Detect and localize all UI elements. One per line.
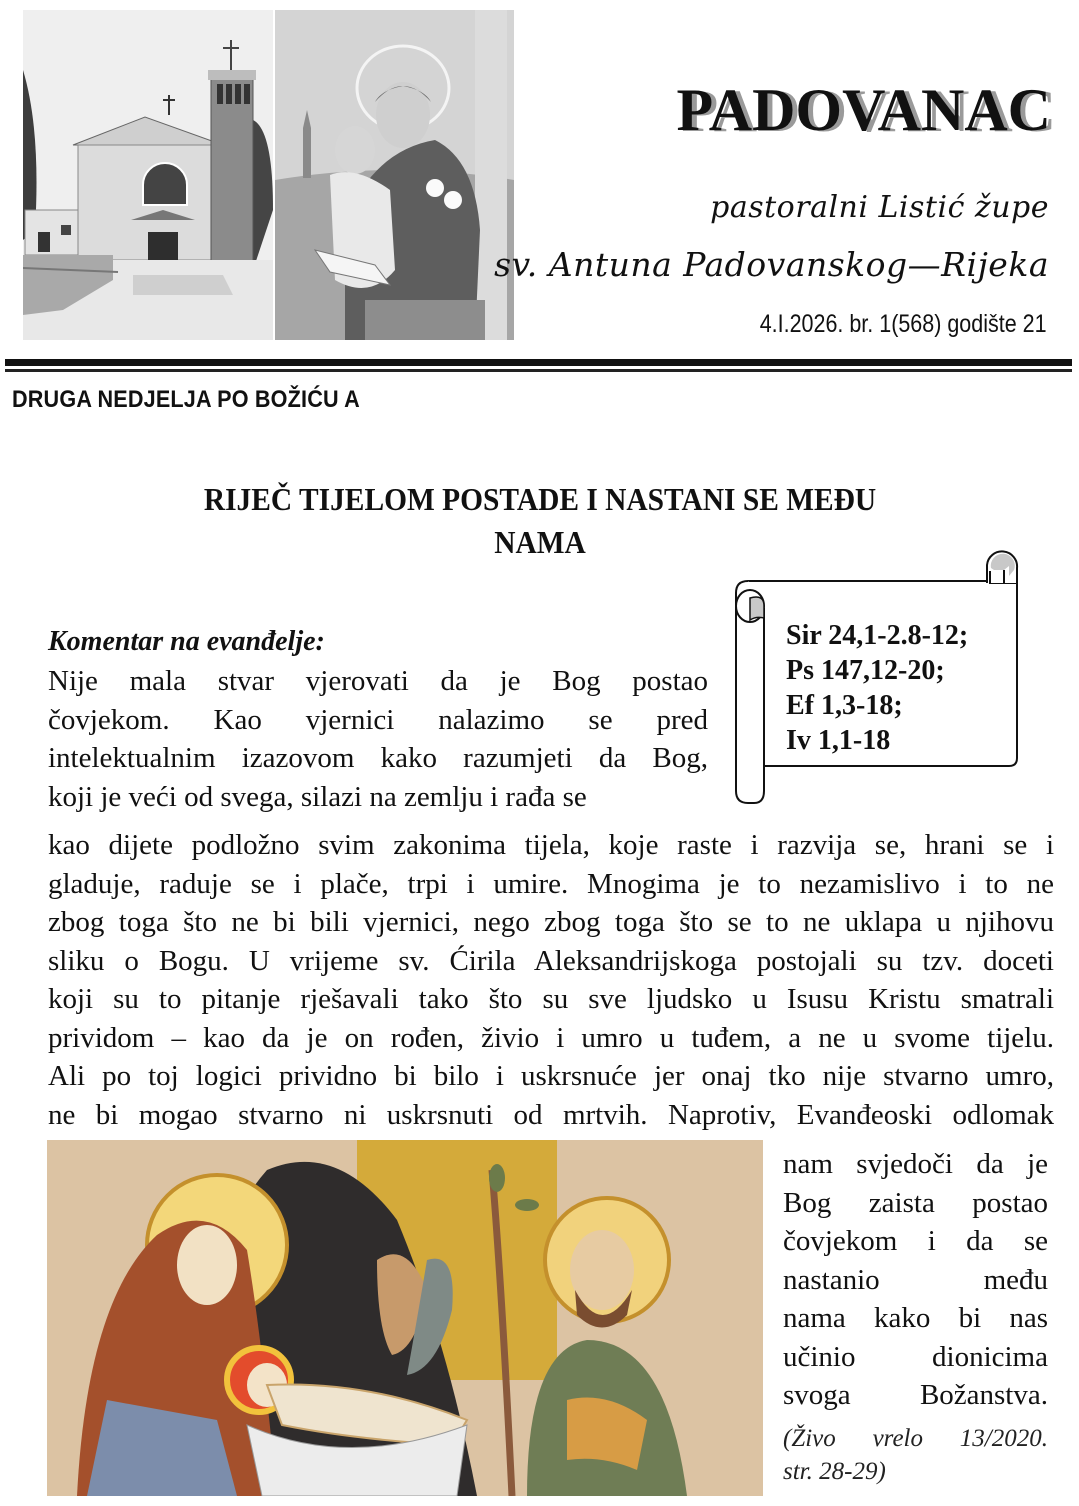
body-line: nastanio među <box>783 1263 1048 1296</box>
reading-item: Ps 147,12-20; <box>786 655 945 686</box>
body-line: nama kako bi nas <box>783 1302 1048 1334</box>
body-line: kao dijete podložno svim zakonima tijela, koje raste i razvija se, hrani se i <box>48 829 1054 861</box>
body-line: gladuje, raduje se i plače, trpi i umire. Mnogima je to nezamislivo i to ne <box>48 867 1054 900</box>
issue-info: 4.I.2026. br. 1(568) godište 21 <box>760 310 1047 338</box>
saint-illustration <box>275 10 514 340</box>
saint-antony-photo <box>275 10 514 340</box>
newsletter-subtitle-line-2: sv. Antuna Padovanskog—Rijeka <box>494 245 1049 284</box>
article-title-line-2: NAMA <box>494 524 586 560</box>
body-line: Nije mala stvar vjerovati da je Bog postao <box>48 665 708 697</box>
readings-list <box>786 618 968 758</box>
body-line: nam svjedoči da je <box>783 1148 1048 1180</box>
body-line: Ali po toj logici prividno bi bilo i uskrsnuće jer onaj tko nije stvarno umro, <box>48 1060 1054 1092</box>
article-body-part-1 <box>48 662 708 816</box>
body-line: zbog toga što ne bi bili vjernici, nego zbog toga što se to ne uklapa u njihovu <box>48 906 1054 938</box>
liturgical-sunday-label: DRUGA NEDJELJA PO BOŽIĆU A <box>12 386 360 413</box>
reading-item: Iv 1,1-18 <box>786 725 891 756</box>
citation-line: (Živo vrelo 13/2020. <box>783 1425 1048 1452</box>
body-line: Bog zaista postao <box>783 1186 1048 1219</box>
newsletter-title: PADOVANAC <box>676 77 1051 143</box>
body-line: čovjekom. Kao vjernici nalazimo se pred <box>48 703 708 736</box>
body-line: koji su to pitanje rješavali tako što su sve ljudsko u Isusu Kristu smatrali <box>48 983 1054 1015</box>
body-line: čovjekom i da se <box>783 1225 1048 1257</box>
article-body-part-2 <box>48 826 1054 1134</box>
body-line: ne bi mogao stvarno ni uskrsnuti od mrtvih. Naprotiv, Evanđeoski odlomak <box>48 1098 1054 1131</box>
body-line: prividom – kao da je on rođen, živio i umro u tuđem, a ne u svome tijelu. <box>48 1021 1054 1054</box>
header-divider-thin <box>5 369 1072 372</box>
comment-heading: Komentar na evanđelje: <box>48 626 325 657</box>
body-line: koji je veći od svega, silazi na zemlju i rađa se <box>48 780 587 813</box>
citation-line: str. 28-29) <box>783 1458 886 1485</box>
body-line: učinio dionicima <box>783 1340 1048 1373</box>
article-title-line-1: RIJEČ TIJELOM POSTADE I NASTANI SE MEĐU <box>203 481 877 517</box>
body-line: sliku o Bogu. U vrijeme sv. Ćirila Aleksandrijskoga postojali su tzv. doceti <box>48 944 1054 977</box>
article-body-part-3 <box>783 1145 1048 1415</box>
nativity-illustration <box>47 1140 763 1496</box>
reading-item: Sir 24,1-2.8-12; <box>786 620 969 651</box>
church-illustration <box>23 10 273 340</box>
nativity-mosaic-image <box>47 1140 763 1496</box>
body-line: svoga Božanstva. <box>783 1379 1048 1411</box>
reading-item: Ef 1,3-18; <box>786 690 903 721</box>
newsletter-subtitle-line-1: pastoralni Listić župe <box>710 190 1049 225</box>
church-photo <box>23 10 273 340</box>
source-citation <box>783 1422 1048 1488</box>
readings-scroll-box <box>728 548 1028 808</box>
body-line: intelektualnim izazovom kako razumjeti da Bog, <box>48 742 708 774</box>
header-divider-thick <box>5 359 1072 366</box>
